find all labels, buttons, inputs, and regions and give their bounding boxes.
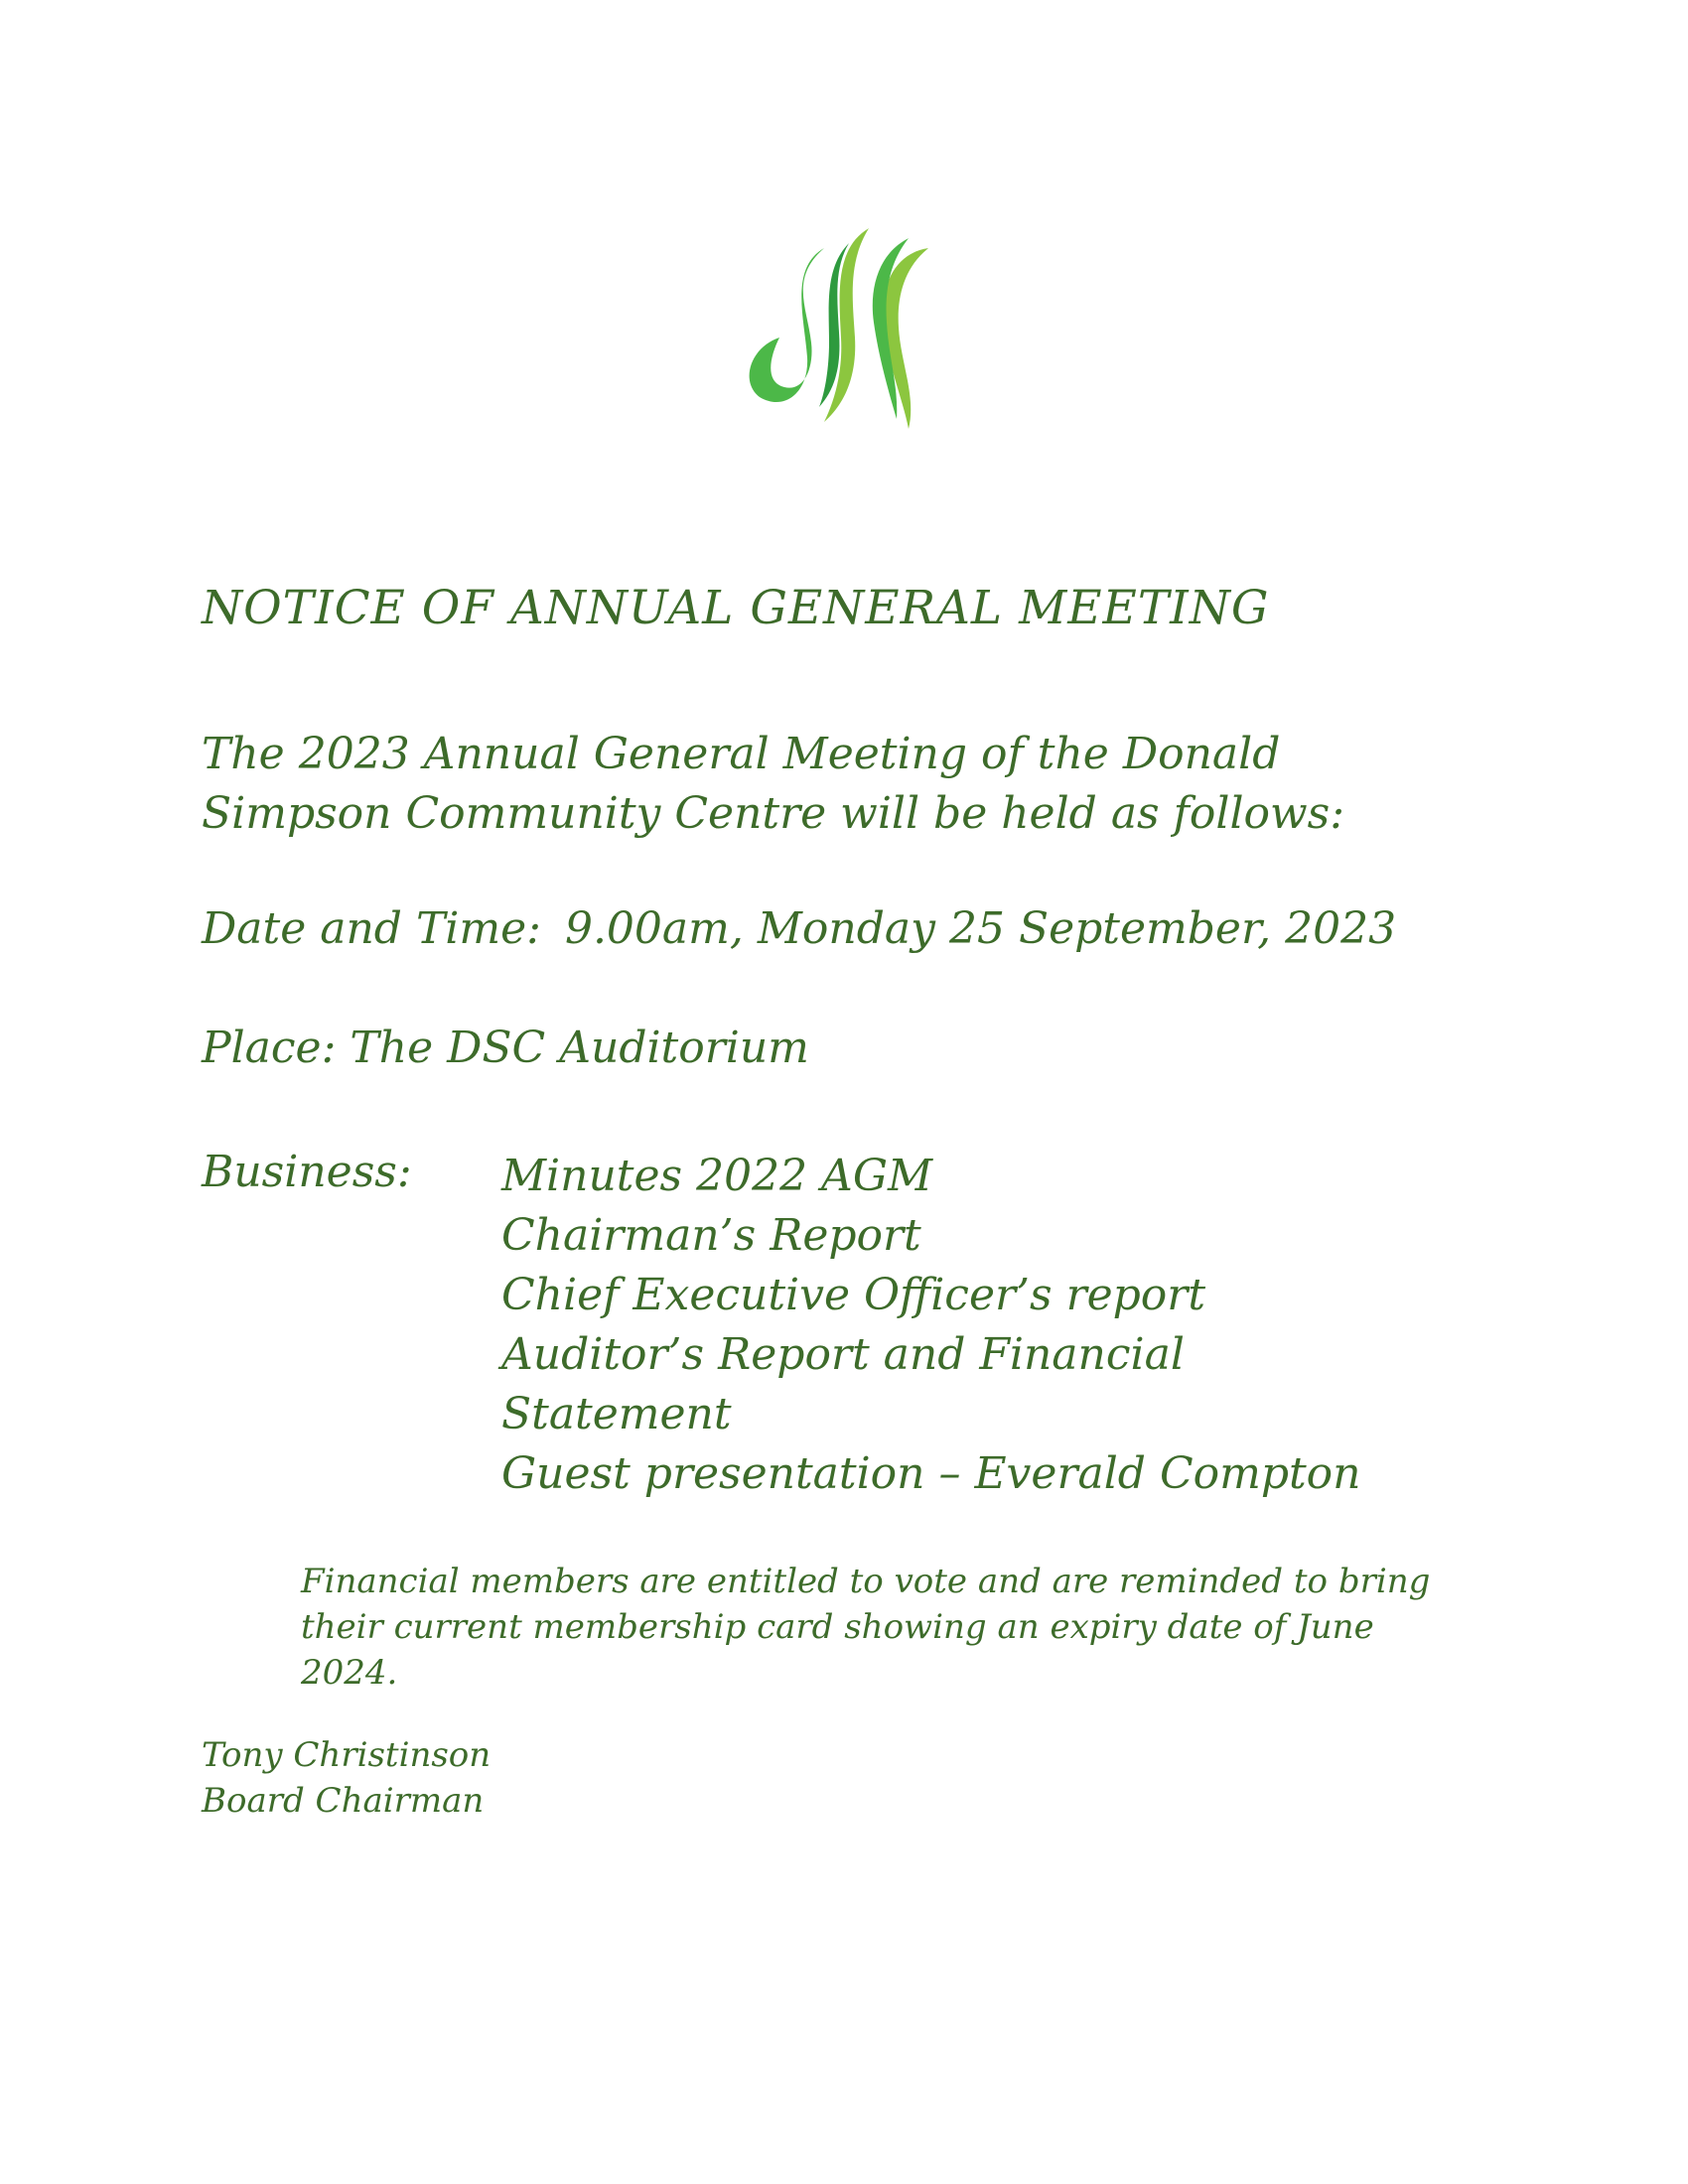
signatory-role: Board Chairman [202, 1781, 485, 1821]
place-label: Place: [202, 1023, 337, 1073]
business-item: Statement [501, 1389, 732, 1439]
business-item: Guest presentation – Everald Compton [501, 1448, 1361, 1499]
place-row [202, 1023, 809, 1073]
date-time-row [202, 903, 1396, 954]
business-label: Business: [202, 1147, 412, 1197]
voting-reminder [301, 1559, 1492, 1696]
logo-ribbon-left [750, 248, 824, 402]
reminder-line: Financial members are entitled to vote and are reminded to bring [301, 1562, 1431, 1601]
place-value: The DSC Auditorium [350, 1023, 809, 1073]
intro-line: The 2023 Annual General Meeting of the Donald [202, 729, 1281, 779]
signature-block [202, 1732, 491, 1824]
business-item: Chairman’s Report [501, 1210, 921, 1261]
reminder-line: their current membership card showing an expiry date of June [301, 1607, 1374, 1647]
business-list [501, 1147, 1361, 1504]
date-time-value: 9.00am, Monday 25 September, 2023 [564, 903, 1397, 954]
signatory-name: Tony Christinson [202, 1735, 492, 1775]
intro-line: Simpson Community Centre will be held as follows: [202, 788, 1345, 839]
reminder-line: 2024. [301, 1653, 398, 1693]
intro-paragraph [202, 725, 1344, 844]
business-item: Minutes 2022 AGM [501, 1151, 933, 1201]
dsc-logo [730, 208, 958, 432]
business-item: Auditor’s Report and Financial [501, 1329, 1185, 1380]
date-time-label: Date and Time: [202, 903, 541, 954]
dsc-ribbon-logo-icon [730, 208, 958, 432]
notice-title: NOTICE OF ANNUAL GENERAL MEETING [202, 581, 1270, 635]
business-item: Chief Executive Officer’s report [501, 1270, 1206, 1320]
